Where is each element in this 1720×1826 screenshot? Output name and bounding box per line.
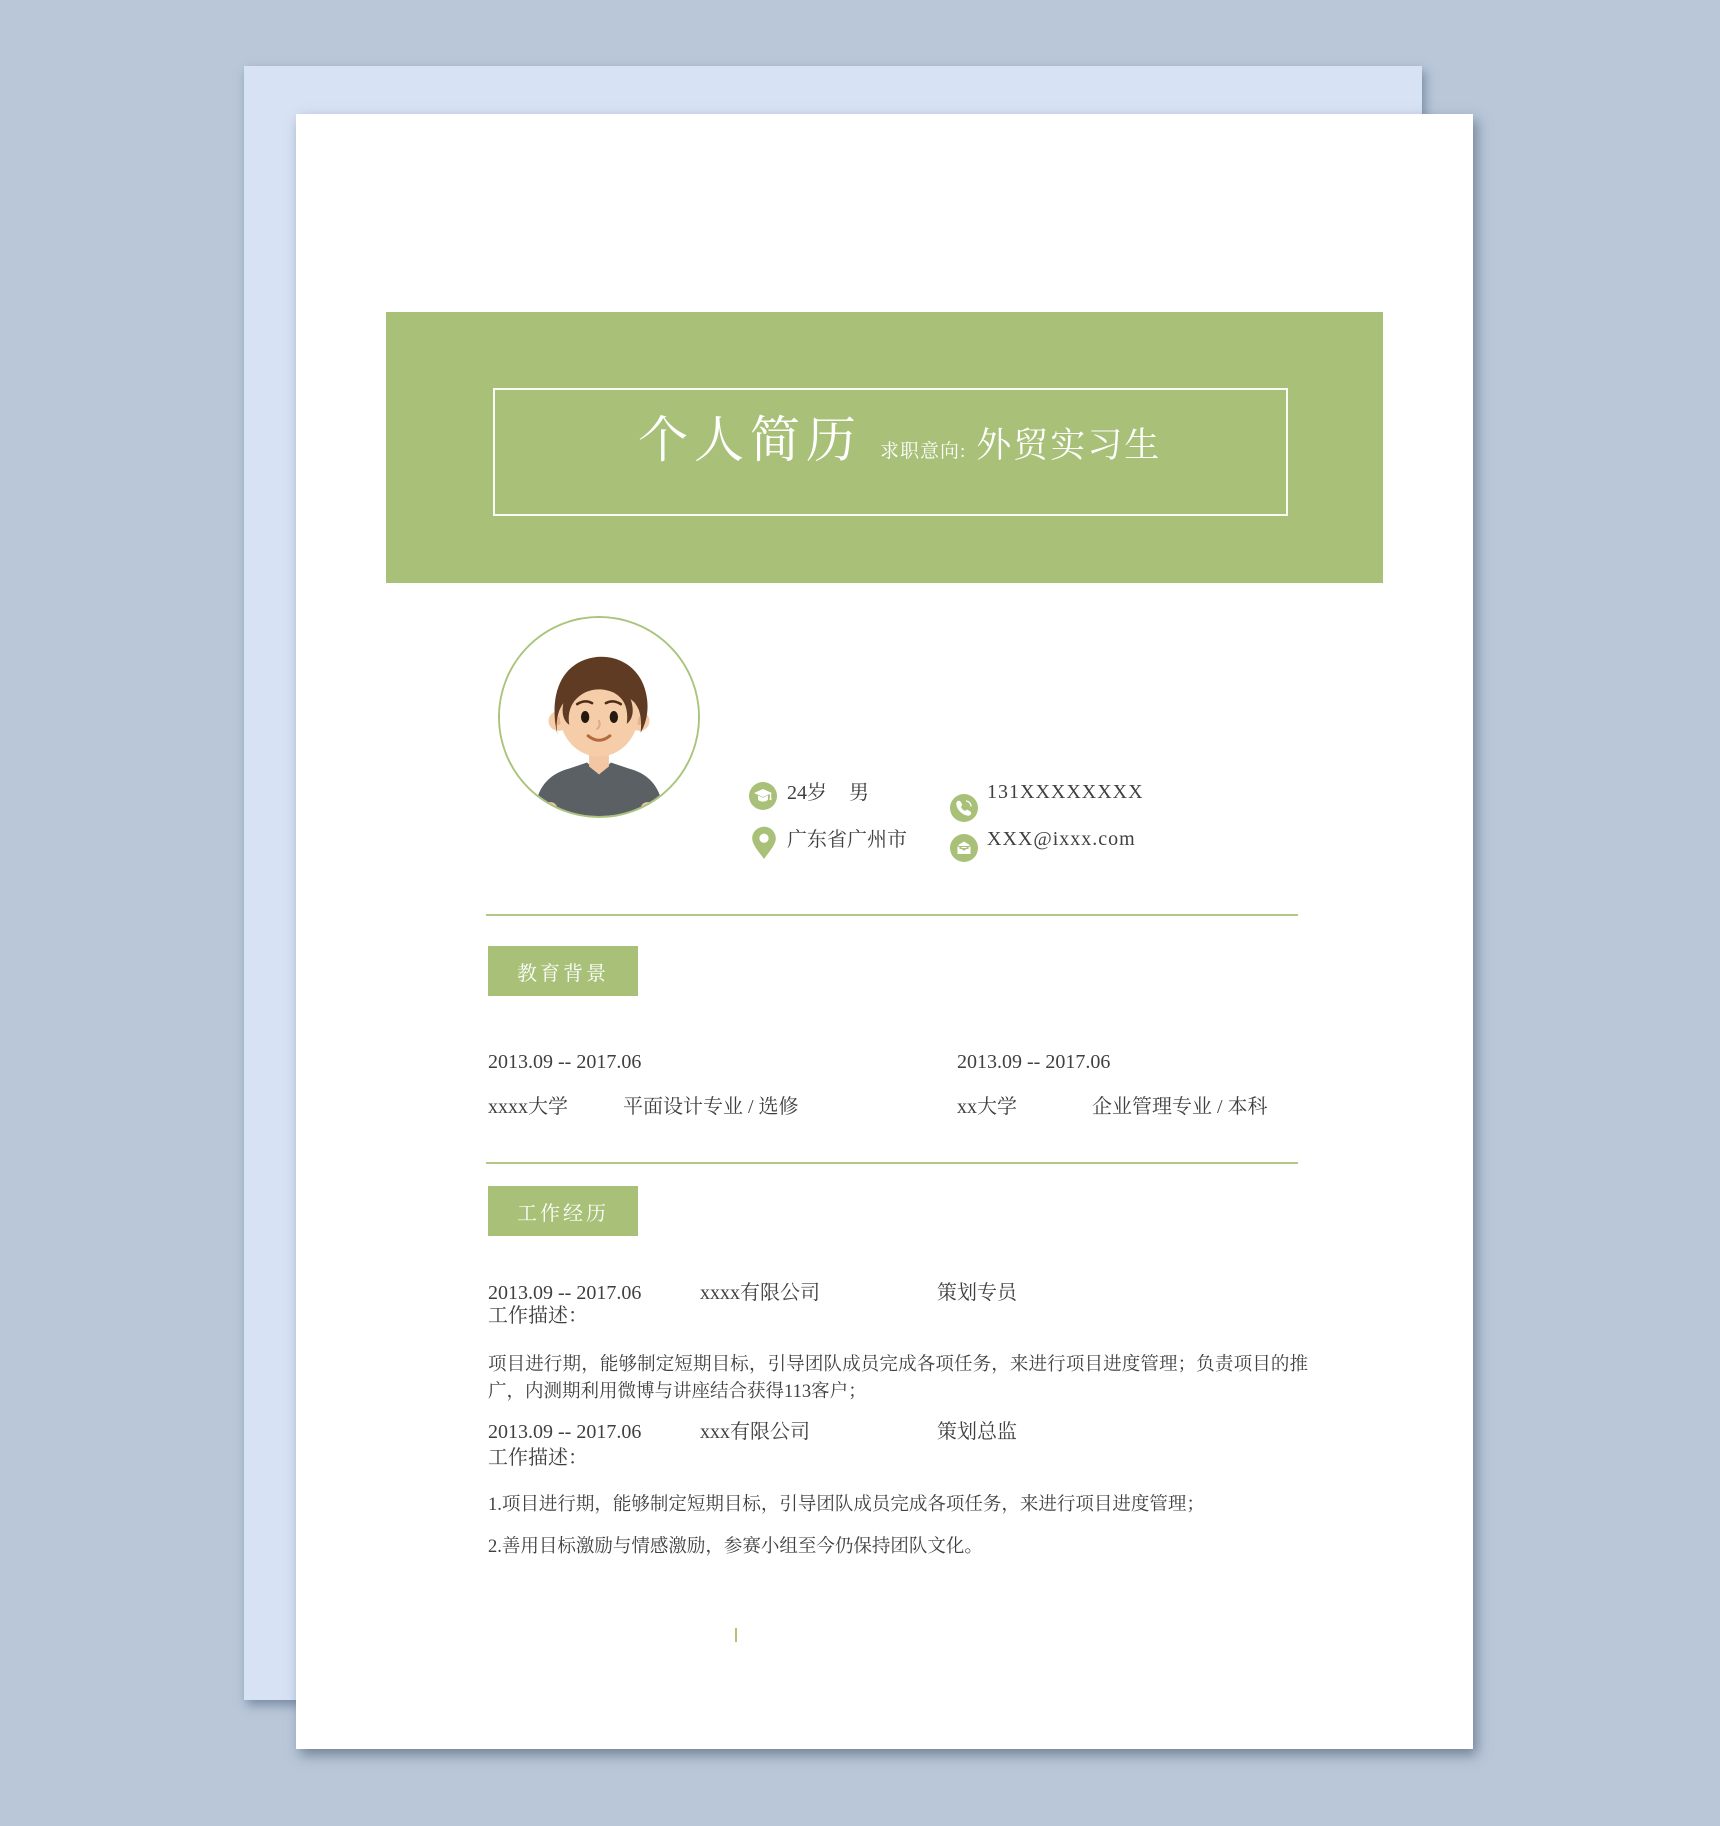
work-description-item: 2.善用目标激励与情感激励，参赛小组至今仍保持团队文化。: [488, 1537, 983, 1557]
section-divider-education: [486, 914, 1298, 916]
age-value: 24岁: [787, 782, 827, 804]
job-intent-value: 外贸实习生: [976, 426, 1162, 465]
work-description-item: 1.项目进行期，能够制定短期目标，引导团队成员完成各项任务，来进行项目进度管理；: [488, 1495, 1205, 1515]
education-school: xxxx大学: [488, 1096, 568, 1118]
title-row: [638, 400, 1161, 472]
work-company: xxxx有限公司: [700, 1282, 820, 1304]
phone-icon: [950, 794, 978, 822]
work-heading-tag: [488, 1186, 638, 1236]
work-position: 策划总监: [937, 1421, 1017, 1443]
location-pin-icon: [751, 826, 777, 860]
work-heading: 工作经历: [517, 1202, 609, 1225]
email-text: XXX@ixxx.com: [987, 828, 1136, 850]
graduation-cap-icon: [749, 782, 777, 810]
page-marker: [735, 1628, 737, 1642]
avatar: [498, 616, 700, 818]
work-company: xxx有限公司: [700, 1421, 810, 1443]
education-school: xx大学: [957, 1096, 1017, 1118]
section-divider-work: [486, 1162, 1298, 1164]
work-period: 2013.09 -- 2017.06: [488, 1282, 642, 1304]
education-period: 2013.09 -- 2017.06: [957, 1051, 1111, 1073]
work-description-text: 项目进行期，能够制定短期目标，引导团队成员完成各项任务，来进行项目进度管理；负责项目的推广，内测期利用微博与讲座结合获得113客户；: [488, 1355, 1308, 1402]
job-intent-label: 求职意向:: [880, 441, 967, 462]
gender-value: 男: [849, 782, 869, 804]
work-description-label: 工作描述：: [488, 1305, 588, 1327]
work-period: 2013.09 -- 2017.06: [488, 1421, 642, 1443]
education-major: 平面设计专业 / 选修: [623, 1096, 799, 1118]
education-period: 2013.09 -- 2017.06: [488, 1051, 642, 1073]
resume-page: [296, 114, 1473, 1749]
work-position: 策划专员: [937, 1282, 1017, 1304]
cartoon-male-portrait: [500, 618, 698, 816]
header-banner: [386, 312, 1383, 583]
page-title: 个人简历: [638, 412, 862, 468]
location-text: 广东省广州市: [787, 829, 907, 851]
work-description-label: 工作描述：: [488, 1447, 588, 1469]
email-icon: [950, 834, 978, 862]
education-major: 企业管理专业 / 本科: [1092, 1096, 1268, 1118]
title-frame: [493, 388, 1288, 516]
education-heading-tag: [488, 946, 638, 996]
education-heading: 教育背景: [517, 962, 609, 985]
phone-text: 131XXXXXXXX: [987, 781, 1144, 803]
age-gender-text: [787, 781, 869, 805]
